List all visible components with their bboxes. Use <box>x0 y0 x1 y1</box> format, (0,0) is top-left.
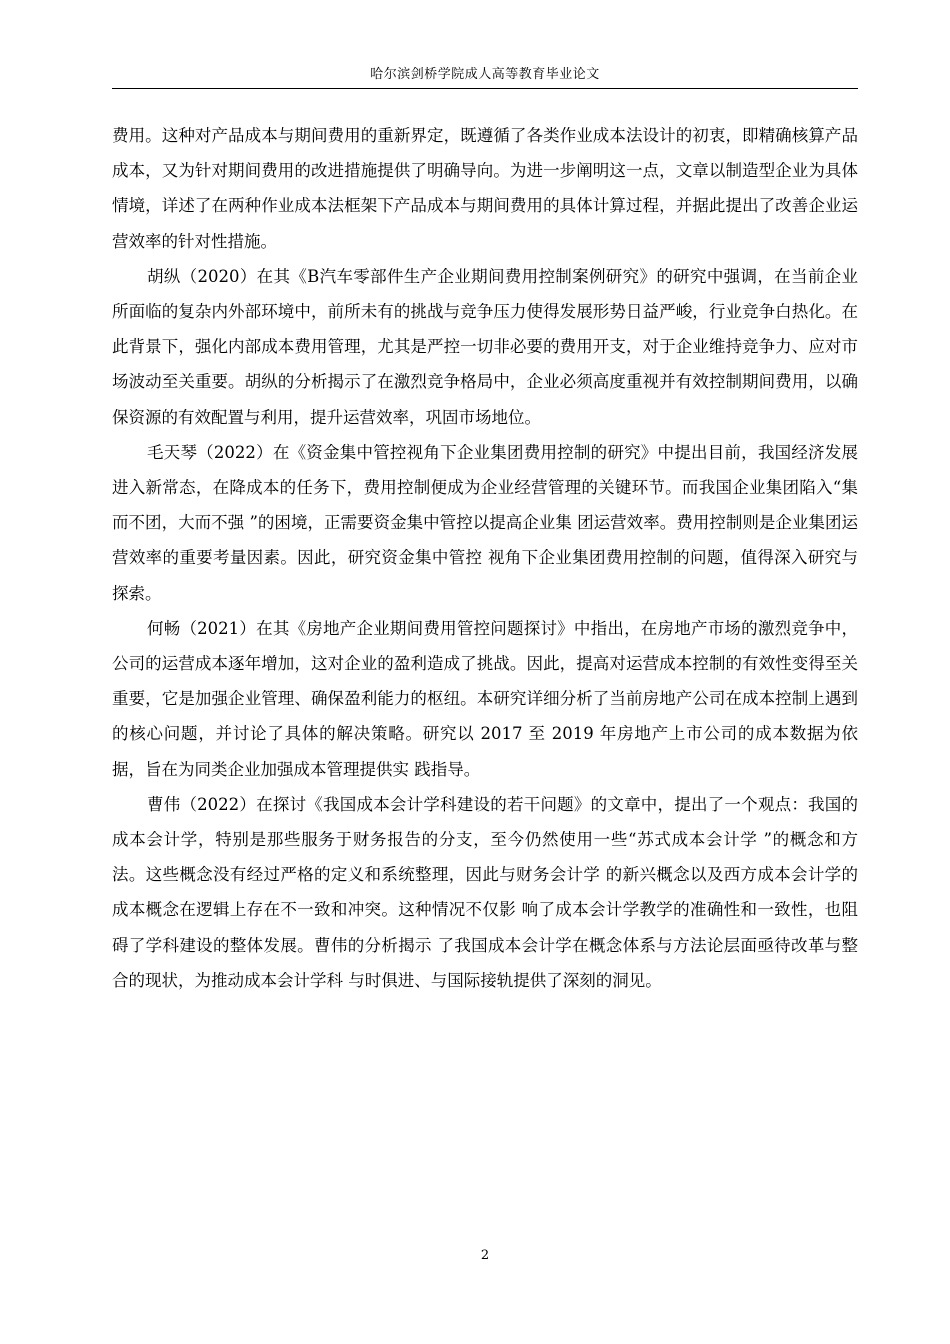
paragraph-hu-zong: 胡纵（2020）在其《B汽车零部件生产企业期间费用控制案例研究》的研究中强调，在当前企业所面临的复杂内外部环境中，前所未有的挑战与竞争压力使得发展形势日益严峻，行业竞争白热化。在此背景下，强化内部成本费用管理，尤其是严控一切非必要的费用开支，对于企业维持竞争力、应对市场波动至关重要。胡纵的分析揭示了在激烈竞争格局中，企业必须高度重视并有效控制期间费用，以确保资源的有效配置与利用，提升运营效率，巩固市场地位。 <box>112 266 858 427</box>
paragraph-mao-tianqin: 毛天琴（2022）在《资金集中管控视角下企业集团费用控制的研究》中提出目前，我国经济发展进入新常态，在降成本的任务下，费用控制便成为企业经营管理的关键环节。而我国企业集团陷入“集而不团，大而不强 ”的困境，正需要资金集中管控以提高企业集 团运营效率。费用控制则是企业集团运营效率的重要考量因素。因此，研究资金集中管控 视角下企业集团费用控制的问题，值得深入研究与探索。 <box>112 442 858 603</box>
header-divider <box>112 88 858 89</box>
paragraph-continuation: 费用。这种对产品成本与期间费用的重新界定，既遵循了各类作业成本法设计的初衷，即精确核算产品成本，又为针对期间费用的改进措施提供了明确导向。为进一步阐明这一点，文章以制造型企业为具体情境，详述了在两种作业成本法框架下产品成本与期间费用的具体计算过程，并据此提出了改善企业运营效率的针对性措施。 <box>112 126 858 251</box>
page-number: 2 <box>480 1248 490 1263</box>
body-text <box>112 118 858 998</box>
running-header: 哈尔滨剑桥学院成人高等教育毕业论文 <box>370 67 600 82</box>
paragraph-he-chang: 何畅（2021）在其《房地产企业期间费用管控问题探讨》中指出，在房地产市场的激烈竞争中，公司的运营成本逐年增加，这对企业的盈利造成了挑战。因此，提高对运营成本控制的有效性变得至关重要，它是加强企业管理、确保盈利能力的枢纽。本研究详细分析了当前房地产公司在成本控制上遇到的核心问题，并讨论了具体的解决策略。研究以 2017 至 2019 年房地产上市公司的成本数据为依据，旨在为同类企业加强成本管理提供实 践指导。 <box>112 618 858 779</box>
paragraph-cao-wei: 曹伟（2022）在探讨《我国成本会计学科建设的若干问题》的文章中，提出了一个观点：我国的成本会计学，特别是那些服务于财务报告的分支，至今仍然使用一些“苏式成本会计学 ”的概念和方法。这些概念没有经过严格的定义和系统整理，因此与财务会计学 的新兴概念以及西方成本会计学的成本概念在逻辑上存在不一致和冲突。这种情况不仅影 响了成本会计学教学的准确性和一致性，也阻碍了学科建设的整体发展。曹伟的分析揭示 了我国成本会计学在概念体系与方法论层面亟待改革与整合的现状，为推动成本会计学科 与时俱进、与国际接轨提供了深刻的洞见。 <box>112 794 858 990</box>
